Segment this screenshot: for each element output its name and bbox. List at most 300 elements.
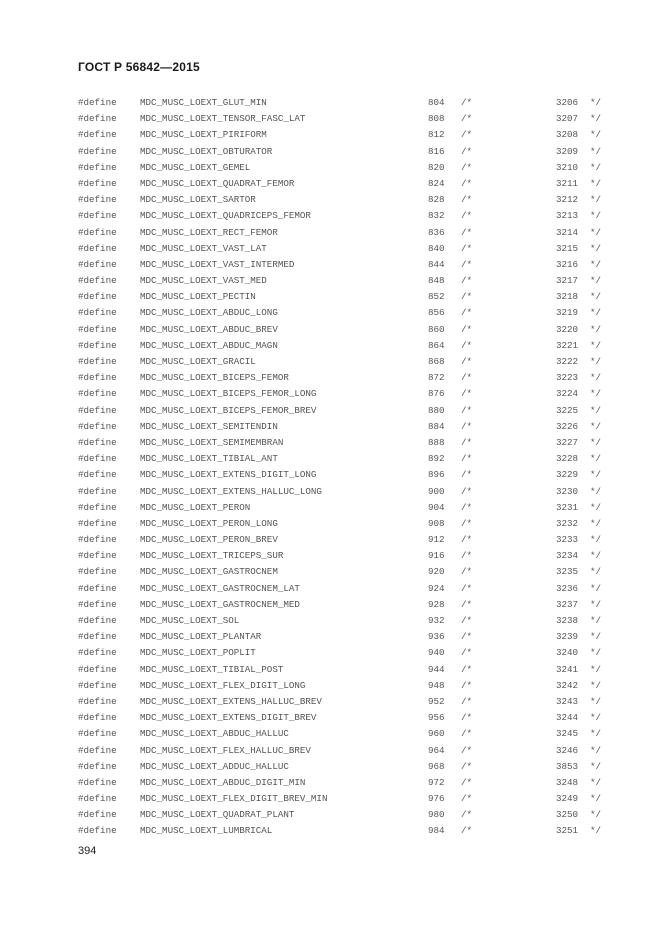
- comment-open: /*: [461, 453, 473, 465]
- comment-code: 3216: [556, 258, 579, 270]
- code-line: [78, 484, 618, 500]
- macro-name: MDC_MUSC_LOEXT_SEMIMEMBRAN: [140, 436, 284, 448]
- macro-name: MDC_MUSC_LOEXT_OBTURATOR: [140, 145, 273, 157]
- code-line: [78, 662, 618, 678]
- code-line: [78, 500, 618, 516]
- comment-code: 3239: [556, 631, 579, 643]
- macro-name: MDC_MUSC_LOEXT_ADDUC_HALLUC: [140, 760, 289, 772]
- comment-code: 3251: [556, 825, 579, 837]
- macro-name: MDC_MUSC_LOEXT_FLEX_DIGIT_BREV_MIN: [140, 793, 328, 805]
- comment-code: 3246: [556, 744, 579, 756]
- macro-name: MDC_MUSC_LOEXT_PLANTAR: [140, 631, 262, 643]
- macro-value: 872: [428, 372, 445, 384]
- macro-name: MDC_MUSC_LOEXT_ABDUC_BREV: [140, 323, 278, 335]
- macro-name: MDC_MUSC_LOEXT_PECTIN: [140, 291, 256, 303]
- comment-close: */: [590, 372, 602, 384]
- comment-open: /*: [461, 161, 473, 173]
- comment-open: /*: [461, 356, 473, 367]
- code-line: [78, 111, 618, 127]
- macro-value: 884: [428, 420, 445, 432]
- macro-value: 924: [428, 582, 445, 594]
- comment-close: */: [590, 356, 602, 367]
- comment-close: */: [590, 534, 602, 546]
- code-line: [78, 451, 618, 467]
- comment-open: /*: [461, 517, 473, 529]
- comment-open: /*: [461, 242, 473, 254]
- macro-value: 932: [428, 615, 445, 626]
- comment-close: */: [590, 194, 602, 206]
- define-keyword: #define: [78, 534, 117, 546]
- comment-close: */: [590, 615, 602, 626]
- define-keyword: #define: [78, 404, 117, 416]
- code-line: [78, 516, 618, 532]
- define-keyword: #define: [78, 161, 117, 173]
- macro-value: 952: [428, 695, 445, 707]
- comment-close: */: [590, 825, 602, 837]
- code-line: [78, 208, 618, 224]
- comment-code: 3208: [556, 129, 579, 141]
- comment-close: */: [590, 113, 602, 125]
- macro-value: 980: [428, 809, 445, 821]
- comment-open: /*: [461, 809, 473, 821]
- comment-close: */: [590, 712, 602, 724]
- comment-open: /*: [461, 194, 473, 206]
- comment-close: */: [590, 631, 602, 643]
- macro-name: MDC_MUSC_LOEXT_TIBIAL_POST: [140, 663, 284, 675]
- define-keyword: #define: [78, 598, 117, 610]
- comment-close: */: [590, 776, 602, 788]
- code-line: [78, 467, 618, 483]
- comment-code: 3249: [556, 793, 579, 805]
- macro-name: MDC_MUSC_LOEXT_ABDUC_MAGN: [140, 339, 278, 351]
- macro-name: MDC_MUSC_LOEXT_BICEPS_FEMOR_LONG: [140, 388, 317, 400]
- define-keyword: #define: [78, 372, 117, 384]
- code-line: [78, 759, 618, 775]
- comment-code: 3238: [556, 615, 579, 626]
- define-keyword: #define: [78, 712, 117, 724]
- page-header: ГОСТ Р 56842—2015: [78, 60, 200, 74]
- code-line: [78, 645, 618, 661]
- define-keyword: #define: [78, 226, 117, 238]
- macro-name: MDC_MUSC_LOEXT_ABDUC_HALLUC: [140, 728, 289, 740]
- macro-value: 908: [428, 517, 445, 529]
- define-keyword: #define: [78, 793, 117, 805]
- comment-close: */: [590, 323, 602, 335]
- macro-value: 984: [428, 825, 445, 837]
- comment-open: /*: [461, 647, 473, 659]
- comment-open: /*: [461, 663, 473, 675]
- comment-code: 3233: [556, 534, 579, 546]
- code-line: [78, 257, 618, 273]
- comment-close: */: [590, 598, 602, 610]
- comment-code: 3212: [556, 194, 579, 206]
- macro-name: MDC_MUSC_LOEXT_PERON: [140, 501, 251, 513]
- code-line: [78, 823, 618, 839]
- comment-open: /*: [461, 258, 473, 270]
- macro-value: 944: [428, 663, 445, 675]
- comment-open: /*: [461, 501, 473, 513]
- code-line: [78, 532, 618, 548]
- code-line: [78, 791, 618, 807]
- comment-close: */: [590, 307, 602, 319]
- macro-value: 828: [428, 194, 445, 206]
- page-number: 394: [78, 845, 97, 857]
- comment-open: /*: [461, 404, 473, 416]
- define-keyword: #define: [78, 679, 117, 691]
- macro-value: 940: [428, 647, 445, 659]
- macro-value: 888: [428, 436, 445, 448]
- comment-code: 3218: [556, 291, 579, 303]
- comment-code: 3221: [556, 339, 579, 351]
- define-keyword: #define: [78, 113, 117, 125]
- code-line: [78, 710, 618, 726]
- define-keyword: #define: [78, 420, 117, 432]
- comment-code: 3241: [556, 663, 579, 675]
- macro-value: 880: [428, 404, 445, 416]
- code-listing: [78, 95, 618, 840]
- macro-value: 972: [428, 776, 445, 788]
- macro-name: MDC_MUSC_LOEXT_PERON_BREV: [140, 534, 278, 546]
- comment-close: */: [590, 129, 602, 141]
- macro-name: MDC_MUSC_LOEXT_BICEPS_FEMOR: [140, 372, 289, 384]
- code-line: [78, 678, 618, 694]
- comment-close: */: [590, 793, 602, 805]
- comment-open: /*: [461, 372, 473, 384]
- define-keyword: #define: [78, 631, 117, 643]
- comment-open: /*: [461, 469, 473, 481]
- macro-name: MDC_MUSC_LOEXT_ABDUC_DIGIT_MIN: [140, 776, 306, 788]
- code-line: [78, 726, 618, 742]
- comment-code: 3206: [556, 97, 579, 108]
- comment-open: /*: [461, 534, 473, 546]
- code-line: [78, 807, 618, 823]
- macro-value: 964: [428, 744, 445, 756]
- macro-value: 812: [428, 129, 445, 141]
- define-keyword: #define: [78, 760, 117, 772]
- comment-open: /*: [461, 129, 473, 141]
- comment-close: */: [590, 210, 602, 222]
- comment-open: /*: [461, 776, 473, 788]
- comment-code: 3223: [556, 372, 579, 384]
- macro-name: MDC_MUSC_LOEXT_PIRIFORM: [140, 129, 267, 141]
- code-line: [78, 354, 618, 370]
- macro-name: MDC_MUSC_LOEXT_BICEPS_FEMOR_BREV: [140, 404, 317, 416]
- macro-value: 824: [428, 177, 445, 189]
- macro-value: 896: [428, 469, 445, 481]
- define-keyword: #define: [78, 339, 117, 351]
- define-keyword: #define: [78, 695, 117, 707]
- macro-value: 832: [428, 210, 445, 222]
- define-keyword: #define: [78, 258, 117, 270]
- macro-value: 816: [428, 145, 445, 157]
- define-keyword: #define: [78, 145, 117, 157]
- comment-open: /*: [461, 598, 473, 610]
- comment-code: 3242: [556, 679, 579, 691]
- comment-code: 3237: [556, 598, 579, 610]
- macro-name: MDC_MUSC_LOEXT_TIBIAL_ANT: [140, 453, 278, 465]
- macro-value: 912: [428, 534, 445, 546]
- code-line: [78, 694, 618, 710]
- macro-name: MDC_MUSC_LOEXT_QUADRAT_PLANT: [140, 809, 295, 821]
- macro-name: MDC_MUSC_LOEXT_GRACIL: [140, 356, 256, 367]
- comment-code: 3230: [556, 485, 579, 497]
- code-line: [78, 435, 618, 451]
- macro-value: 976: [428, 793, 445, 805]
- macro-value: 848: [428, 275, 445, 287]
- comment-close: */: [590, 226, 602, 238]
- macro-name: MDC_MUSC_LOEXT_RECT_FEMOR: [140, 226, 278, 238]
- macro-value: 860: [428, 323, 445, 335]
- code-line: [78, 289, 618, 305]
- macro-value: 904: [428, 501, 445, 513]
- macro-value: 804: [428, 97, 445, 108]
- code-line: [78, 127, 618, 143]
- comment-open: /*: [461, 485, 473, 497]
- comment-open: /*: [461, 582, 473, 594]
- comment-open: /*: [461, 760, 473, 772]
- code-line: [78, 743, 618, 759]
- comment-open: /*: [461, 388, 473, 400]
- comment-close: */: [590, 485, 602, 497]
- macro-value: 916: [428, 550, 445, 562]
- macro-name: MDC_MUSC_LOEXT_LUMBRICAL: [140, 825, 273, 837]
- comment-code: 3245: [556, 728, 579, 740]
- macro-value: 956: [428, 712, 445, 724]
- comment-code: 3231: [556, 501, 579, 513]
- comment-close: */: [590, 566, 602, 578]
- comment-open: /*: [461, 695, 473, 707]
- comment-open: /*: [461, 793, 473, 805]
- comment-close: */: [590, 258, 602, 270]
- comment-code: 3222: [556, 356, 579, 367]
- macro-name: MDC_MUSC_LOEXT_VAST_MED: [140, 275, 267, 287]
- comment-close: */: [590, 177, 602, 189]
- comment-close: */: [590, 436, 602, 448]
- comment-code: 3210: [556, 161, 579, 173]
- macro-value: 948: [428, 679, 445, 691]
- macro-name: MDC_MUSC_LOEXT_EXTENS_DIGIT_BREV: [140, 712, 317, 724]
- define-keyword: #define: [78, 517, 117, 529]
- code-line: [78, 273, 618, 289]
- macro-name: MDC_MUSC_LOEXT_GEMEL: [140, 161, 251, 173]
- comment-close: */: [590, 501, 602, 513]
- comment-code: 3209: [556, 145, 579, 157]
- define-keyword: #define: [78, 453, 117, 465]
- macro-value: 892: [428, 453, 445, 465]
- code-line: [78, 597, 618, 613]
- define-keyword: #define: [78, 582, 117, 594]
- macro-value: 900: [428, 485, 445, 497]
- comment-open: /*: [461, 339, 473, 351]
- comment-open: /*: [461, 728, 473, 740]
- comment-code: 3248: [556, 776, 579, 788]
- code-line: [78, 564, 618, 580]
- comment-close: */: [590, 663, 602, 675]
- define-keyword: #define: [78, 210, 117, 222]
- comment-close: */: [590, 420, 602, 432]
- macro-value: 808: [428, 113, 445, 125]
- comment-close: */: [590, 97, 602, 108]
- comment-code: 3217: [556, 275, 579, 287]
- comment-code: 3225: [556, 404, 579, 416]
- macro-value: 864: [428, 339, 445, 351]
- comment-code: 3211: [556, 177, 579, 189]
- define-keyword: #define: [78, 388, 117, 400]
- code-line: [78, 322, 618, 338]
- comment-code: 3853: [556, 760, 579, 772]
- comment-code: 3214: [556, 226, 579, 238]
- define-keyword: #define: [78, 776, 117, 788]
- code-line: [78, 176, 618, 192]
- comment-open: /*: [461, 550, 473, 562]
- comment-close: */: [590, 469, 602, 481]
- macro-name: MDC_MUSC_LOEXT_QUADRAT_FEMOR: [140, 177, 295, 189]
- macro-name: MDC_MUSC_LOEXT_SARTOR: [140, 194, 256, 206]
- define-keyword: #define: [78, 663, 117, 675]
- define-keyword: #define: [78, 485, 117, 497]
- comment-open: /*: [461, 210, 473, 222]
- code-line: [78, 775, 618, 791]
- comment-code: 3235: [556, 566, 579, 578]
- macro-name: MDC_MUSC_LOEXT_FLEX_DIGIT_LONG: [140, 679, 306, 691]
- comment-close: */: [590, 453, 602, 465]
- macro-name: MDC_MUSC_LOEXT_EXTENS_HALLUC_BREV: [140, 695, 322, 707]
- comment-open: /*: [461, 113, 473, 125]
- code-line: [78, 386, 618, 402]
- comment-close: */: [590, 161, 602, 173]
- macro-name: MDC_MUSC_LOEXT_ABDUC_LONG: [140, 307, 278, 319]
- comment-open: /*: [461, 275, 473, 287]
- comment-open: /*: [461, 679, 473, 691]
- code-line: [78, 581, 618, 597]
- macro-name: MDC_MUSC_LOEXT_GLUT_MIN: [140, 97, 267, 108]
- code-line: [78, 225, 618, 241]
- define-keyword: #define: [78, 501, 117, 513]
- comment-open: /*: [461, 615, 473, 626]
- comment-close: */: [590, 550, 602, 562]
- code-line: [78, 338, 618, 354]
- macro-name: MDC_MUSC_LOEXT_EXTENS_DIGIT_LONG: [140, 469, 317, 481]
- comment-code: 3228: [556, 453, 579, 465]
- define-keyword: #define: [78, 291, 117, 303]
- comment-close: */: [590, 404, 602, 416]
- define-keyword: #define: [78, 469, 117, 481]
- define-keyword: #define: [78, 242, 117, 254]
- comment-code: 3234: [556, 550, 579, 562]
- comment-open: /*: [461, 436, 473, 448]
- comment-close: */: [590, 744, 602, 756]
- define-keyword: #define: [78, 97, 117, 108]
- macro-value: 836: [428, 226, 445, 238]
- code-line: [78, 613, 618, 629]
- code-line: [78, 403, 618, 419]
- comment-close: */: [590, 695, 602, 707]
- comment-close: */: [590, 242, 602, 254]
- code-line: [78, 241, 618, 257]
- define-keyword: #define: [78, 275, 117, 287]
- macro-value: 856: [428, 307, 445, 319]
- code-line: [78, 305, 618, 321]
- comment-code: 3240: [556, 647, 579, 659]
- comment-open: /*: [461, 226, 473, 238]
- comment-code: 3232: [556, 517, 579, 529]
- define-keyword: #define: [78, 566, 117, 578]
- comment-open: /*: [461, 177, 473, 189]
- comment-open: /*: [461, 97, 473, 108]
- comment-open: /*: [461, 291, 473, 303]
- macro-name: MDC_MUSC_LOEXT_SEMITENDIN: [140, 420, 278, 432]
- macro-value: 852: [428, 291, 445, 303]
- comment-code: 3207: [556, 113, 579, 125]
- comment-close: */: [590, 275, 602, 287]
- define-keyword: #define: [78, 647, 117, 659]
- comment-open: /*: [461, 631, 473, 643]
- define-keyword: #define: [78, 615, 117, 626]
- define-keyword: #define: [78, 744, 117, 756]
- code-line: [78, 144, 618, 160]
- macro-value: 968: [428, 760, 445, 772]
- macro-value: 928: [428, 598, 445, 610]
- comment-code: 3244: [556, 712, 579, 724]
- comment-open: /*: [461, 420, 473, 432]
- define-keyword: #define: [78, 307, 117, 319]
- comment-code: 3236: [556, 582, 579, 594]
- comment-open: /*: [461, 712, 473, 724]
- comment-code: 3213: [556, 210, 579, 222]
- macro-value: 820: [428, 161, 445, 173]
- macro-value: 876: [428, 388, 445, 400]
- code-line: [78, 419, 618, 435]
- comment-code: 3226: [556, 420, 579, 432]
- comment-open: /*: [461, 307, 473, 319]
- code-line: [78, 548, 618, 564]
- define-keyword: #define: [78, 825, 117, 837]
- code-line: [78, 95, 618, 111]
- macro-name: MDC_MUSC_LOEXT_POPLIT: [140, 647, 256, 659]
- define-keyword: #define: [78, 177, 117, 189]
- macro-name: MDC_MUSC_LOEXT_QUADRICEPS_FEMOR: [140, 210, 311, 222]
- comment-code: 3220: [556, 323, 579, 335]
- macro-name: MDC_MUSC_LOEXT_VAST_INTERMED: [140, 258, 295, 270]
- comment-code: 3219: [556, 307, 579, 319]
- macro-name: MDC_MUSC_LOEXT_GASTROCNEM_MED: [140, 598, 300, 610]
- code-line: [78, 370, 618, 386]
- comment-open: /*: [461, 323, 473, 335]
- define-keyword: #define: [78, 550, 117, 562]
- comment-code: 3224: [556, 388, 579, 400]
- macro-name: MDC_MUSC_LOEXT_PERON_LONG: [140, 517, 278, 529]
- comment-close: */: [590, 582, 602, 594]
- macro-name: MDC_MUSC_LOEXT_FLEX_HALLUC_BREV: [140, 744, 311, 756]
- macro-name: MDC_MUSC_LOEXT_TENSOR_FASC_LAT: [140, 113, 306, 125]
- comment-close: */: [590, 145, 602, 157]
- define-keyword: #define: [78, 194, 117, 206]
- comment-close: */: [590, 517, 602, 529]
- define-keyword: #define: [78, 356, 117, 367]
- macro-value: 960: [428, 728, 445, 740]
- comment-close: */: [590, 647, 602, 659]
- define-keyword: #define: [78, 436, 117, 448]
- macro-name: MDC_MUSC_LOEXT_GASTROCNEM: [140, 566, 278, 578]
- macro-name: MDC_MUSC_LOEXT_SOL: [140, 615, 240, 626]
- comment-close: */: [590, 760, 602, 772]
- code-line: [78, 629, 618, 645]
- comment-close: */: [590, 388, 602, 400]
- define-keyword: #define: [78, 129, 117, 141]
- comment-code: 3227: [556, 436, 579, 448]
- macro-name: MDC_MUSC_LOEXT_VAST_LAT: [140, 242, 267, 254]
- comment-close: */: [590, 809, 602, 821]
